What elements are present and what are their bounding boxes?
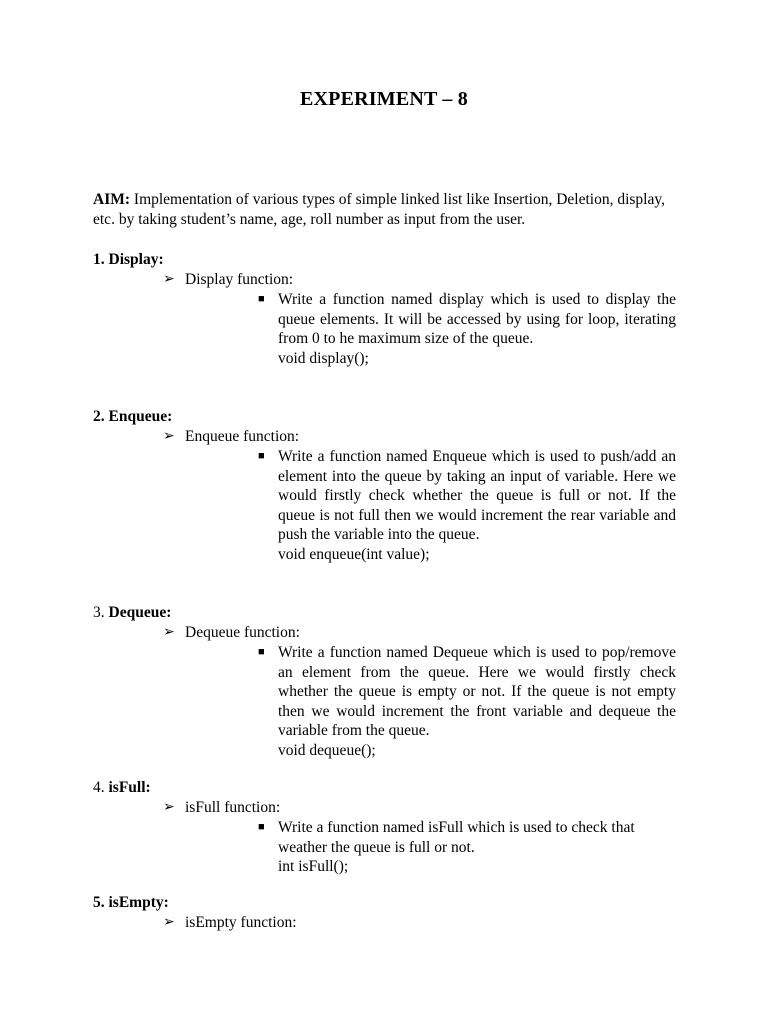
section-isfull [93,778,683,877]
function-signature: void dequeue(); [278,741,376,759]
square-bullet-icon: ■ [258,293,265,305]
function-signature: void enqueue(int value); [278,545,430,563]
section-number: 5. [93,894,105,911]
section-heading [93,250,683,270]
section-display [93,250,683,369]
description-item [258,818,668,857]
arrow-bullet-icon: ➢ [163,915,175,930]
aim-text: Implementation of various types of simple linked list like Insertion, Deletion, display, etc. by taking student’s name, age, roll number as input from the user. [93,191,665,228]
sub-item-label: Enqueue function: [185,428,300,445]
arrow-bullet-icon: ➢ [163,800,175,815]
sub-item [93,270,683,290]
section-number: 2. [93,408,105,425]
page-title: EXPERIMENT – 8 [299,88,468,110]
section-name: Dequeue: [108,604,172,621]
section-enqueue [93,407,683,565]
sub-item [93,798,683,818]
arrow-bullet-icon: ➢ [163,272,175,287]
arrow-bullet-icon: ➢ [163,429,175,444]
function-signature: int isFull(); [278,858,349,876]
square-bullet-icon: ■ [258,646,265,658]
aim-paragraph [93,190,683,230]
sub-item-label: isEmpty function: [185,914,297,931]
sub-item-label: Dequeue function: [185,624,300,641]
section-name: isFull: [108,779,151,796]
description-text: Write a function named display which is used to display the queue elements. It will be accessed by using for loop, iterating from 0 to he maximum size of the queue. [278,291,676,348]
section-heading [93,778,683,798]
square-bullet-icon: ■ [258,450,265,462]
sub-item-label: isFull function: [185,799,281,816]
sub-item [93,623,683,643]
sub-item [93,913,683,933]
aim-label: AIM: [93,191,131,208]
section-heading [93,893,683,913]
description-text: Write a function named Dequeue which is used to pop/remove an element from the queue. Here we would firstly check whether the queue is empty or not. If the queue is not empty then we would increment the front variable and dequeue the variable from the queue. [278,644,676,740]
section-number: 4. [93,779,105,796]
description-text: Write a function named isFull which is used to check that weather the queue is full or not. [278,819,635,856]
section-heading [93,407,683,427]
function-signature: void display(); [278,349,369,367]
arrow-bullet-icon: ➢ [163,625,175,640]
description-item [258,643,676,741]
section-heading [93,603,683,623]
description-item [258,447,676,545]
section-name: Display: [108,251,164,268]
section-dequeue [93,603,683,761]
sub-item [93,427,683,447]
sub-item-label: Display function: [185,271,294,288]
description-item [258,290,676,349]
section-number: 1. [93,251,105,268]
section-number: 3. [93,604,105,621]
section-name: Enqueue: [108,408,173,425]
section-name: isEmpty: [108,894,169,911]
square-bullet-icon: ■ [258,821,265,833]
description-text: Write a function named Enqueue which is used to push/add an element into the queue by taking an input of variable. Here we would firstly check whether the queue is full or not. If the queue is not full then we would increment the rear variable and push the variable into the queue. [278,448,676,544]
section-isempty [93,893,683,933]
